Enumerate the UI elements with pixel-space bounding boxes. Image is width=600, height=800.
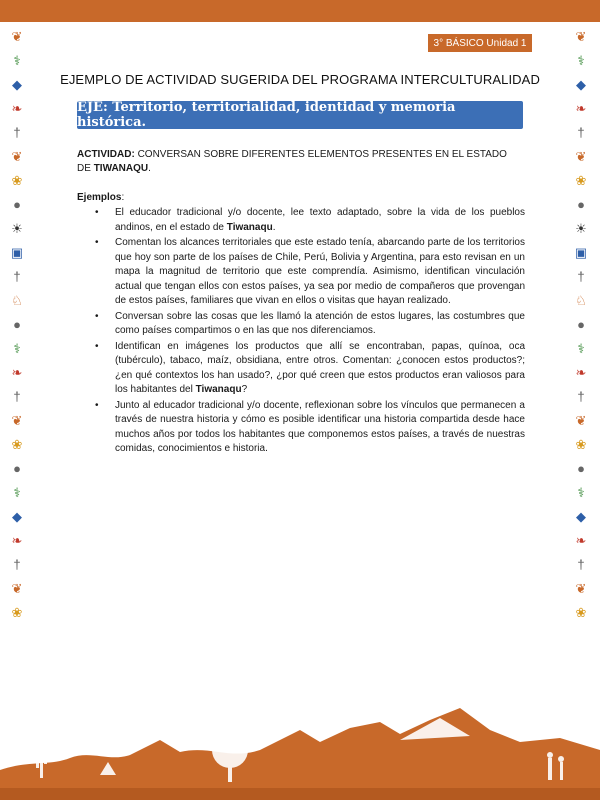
- flower-icon: ❀: [11, 173, 23, 188]
- list-item: [77, 399, 525, 457]
- item-text: Junto al educador tradicional y/o docente, reflexionan sobre los vínculos que permanecen a través de nuestra historia y cómo es posible identificar una historia compartida desde hace muchos años por todos los habitantes que componemos estos países, a través de nuestras comidas, conocimientos e historia.: [115, 399, 525, 454]
- dancer-icon: ⚕: [577, 53, 585, 68]
- flower-icon: ❀: [575, 605, 587, 620]
- dancer-icon: ⚕: [577, 341, 585, 356]
- eje-banner: [77, 101, 523, 129]
- figure-icon: †: [13, 125, 21, 140]
- mask-icon: ▣: [10, 245, 24, 260]
- right-decorative-border: [568, 30, 594, 710]
- fox-icon: ❧: [11, 101, 23, 116]
- pot-icon: ●: [577, 461, 585, 476]
- eje-text: EJE: Territorio, territorialidad, identidad y memoria histórica.: [77, 100, 456, 130]
- item-bold: Tiwanaqu: [226, 221, 273, 233]
- figure-icon: †: [577, 557, 585, 572]
- llama-icon: ♘: [11, 293, 23, 308]
- figure-icon: †: [13, 389, 21, 404]
- flower-icon: ❀: [11, 605, 23, 620]
- item-end: ?: [241, 384, 248, 395]
- bird-icon: ❦: [11, 149, 23, 164]
- activity-label: ACTIVIDAD:: [77, 149, 135, 160]
- bird-icon: ❦: [575, 581, 587, 596]
- figure-icon: †: [577, 125, 585, 140]
- page-title: EJEMPLO DE ACTIVIDAD SUGERIDA DEL PROGRAMA INTERCULTURALIDAD: [60, 72, 540, 87]
- bird-icon: ❦: [575, 29, 587, 44]
- pot-icon: ●: [577, 197, 585, 212]
- figure-icon: †: [13, 557, 21, 572]
- left-decorative-border: [4, 30, 30, 710]
- flower-icon: ❀: [11, 437, 23, 452]
- pot-icon: ●: [577, 317, 585, 332]
- fox-icon: ❧: [11, 533, 23, 548]
- bird-icon: ❦: [575, 149, 587, 164]
- examples-list: [77, 206, 525, 458]
- activity-end: .: [148, 163, 151, 174]
- pot-icon: ●: [13, 197, 21, 212]
- vase-icon: ◆: [12, 77, 22, 92]
- vase-icon: ◆: [576, 509, 586, 524]
- list-item: [77, 340, 525, 398]
- footer-landscape-illustration: [0, 700, 600, 800]
- sun-icon: ☀: [575, 221, 587, 236]
- item-text: Conversan sobre las cosas que les llamó la atención de estos lugares, las costumbres que como países compartimos o en las que nos diferenciamos.: [115, 310, 525, 336]
- pot-icon: ●: [13, 317, 21, 332]
- item-text: El educador tradicional y/o docente, lee texto adaptado, sobre la vida de los pueblos andinos, en el estado de: [115, 207, 525, 233]
- item-text: Identifican en imágenes los productos que allí se encontraban, papas, quínoa, oca (tubérculo), tabaco, maíz, obsidiana, entre otros. Comentan: ¿conocen estos productos?; ¿en qué contextos los han usado?, ¿por qué creen que estos productos eran valiosos para los habitantes del: [115, 340, 525, 395]
- llama-icon: ♘: [575, 293, 587, 308]
- bird-icon: ❦: [11, 29, 23, 44]
- dancer-icon: ⚕: [13, 341, 21, 356]
- figure-icon: †: [577, 389, 585, 404]
- item-text: Comentan los alcances territoriales que este estado tenía, abarcando parte de los territorios que hoy son parte de los países de Chile, Perú, Bolivia y Argentina, para esto revisan en un mapa la magnitud de territorio que este comprendía. Asimismo, identifican vinculación actual que tengan ellos con estos países, ya sea por medio de compañeros que provengan de estos países, familiares que vivan en ellos o visitas que hayan realizado.: [115, 237, 525, 306]
- flower-icon: ❀: [575, 437, 587, 452]
- examples-label: Ejemplos: [77, 192, 122, 203]
- pot-icon: ●: [13, 461, 21, 476]
- figure-icon: †: [13, 269, 21, 284]
- list-item: [77, 206, 525, 235]
- vase-icon: ◆: [12, 509, 22, 524]
- item-bold: Tiwanaqu: [195, 384, 242, 395]
- bird-icon: ❦: [575, 413, 587, 428]
- top-decorative-bar: [0, 0, 600, 22]
- examples-heading: [77, 192, 124, 203]
- fox-icon: ❧: [575, 533, 587, 548]
- unit-badge: 3° BÁSICO Unidad 1: [428, 34, 532, 52]
- fox-icon: ❧: [575, 101, 587, 116]
- list-item: [77, 310, 525, 339]
- bird-icon: ❦: [11, 581, 23, 596]
- activity-place: TIWANAQU: [93, 163, 149, 174]
- fox-icon: ❧: [575, 365, 587, 380]
- item-end: .: [272, 221, 276, 233]
- sun-icon: ☀: [11, 221, 23, 236]
- dancer-icon: ⚕: [13, 485, 21, 500]
- activity-statement: [77, 148, 517, 176]
- vase-icon: ◆: [576, 77, 586, 92]
- dancer-icon: ⚕: [577, 485, 585, 500]
- activity-text: CONVERSAN SOBRE DIFERENTES ELEMENTOS PRESENTES EN EL ESTADO DE: [77, 149, 507, 174]
- bird-icon: ❦: [11, 413, 23, 428]
- mask-icon: ▣: [574, 245, 588, 260]
- figure-icon: †: [577, 269, 585, 284]
- fox-icon: ❧: [11, 365, 23, 380]
- examples-colon: :: [121, 192, 125, 203]
- dancer-icon: ⚕: [13, 53, 21, 68]
- list-item: [77, 236, 525, 309]
- flower-icon: ❀: [575, 173, 587, 188]
